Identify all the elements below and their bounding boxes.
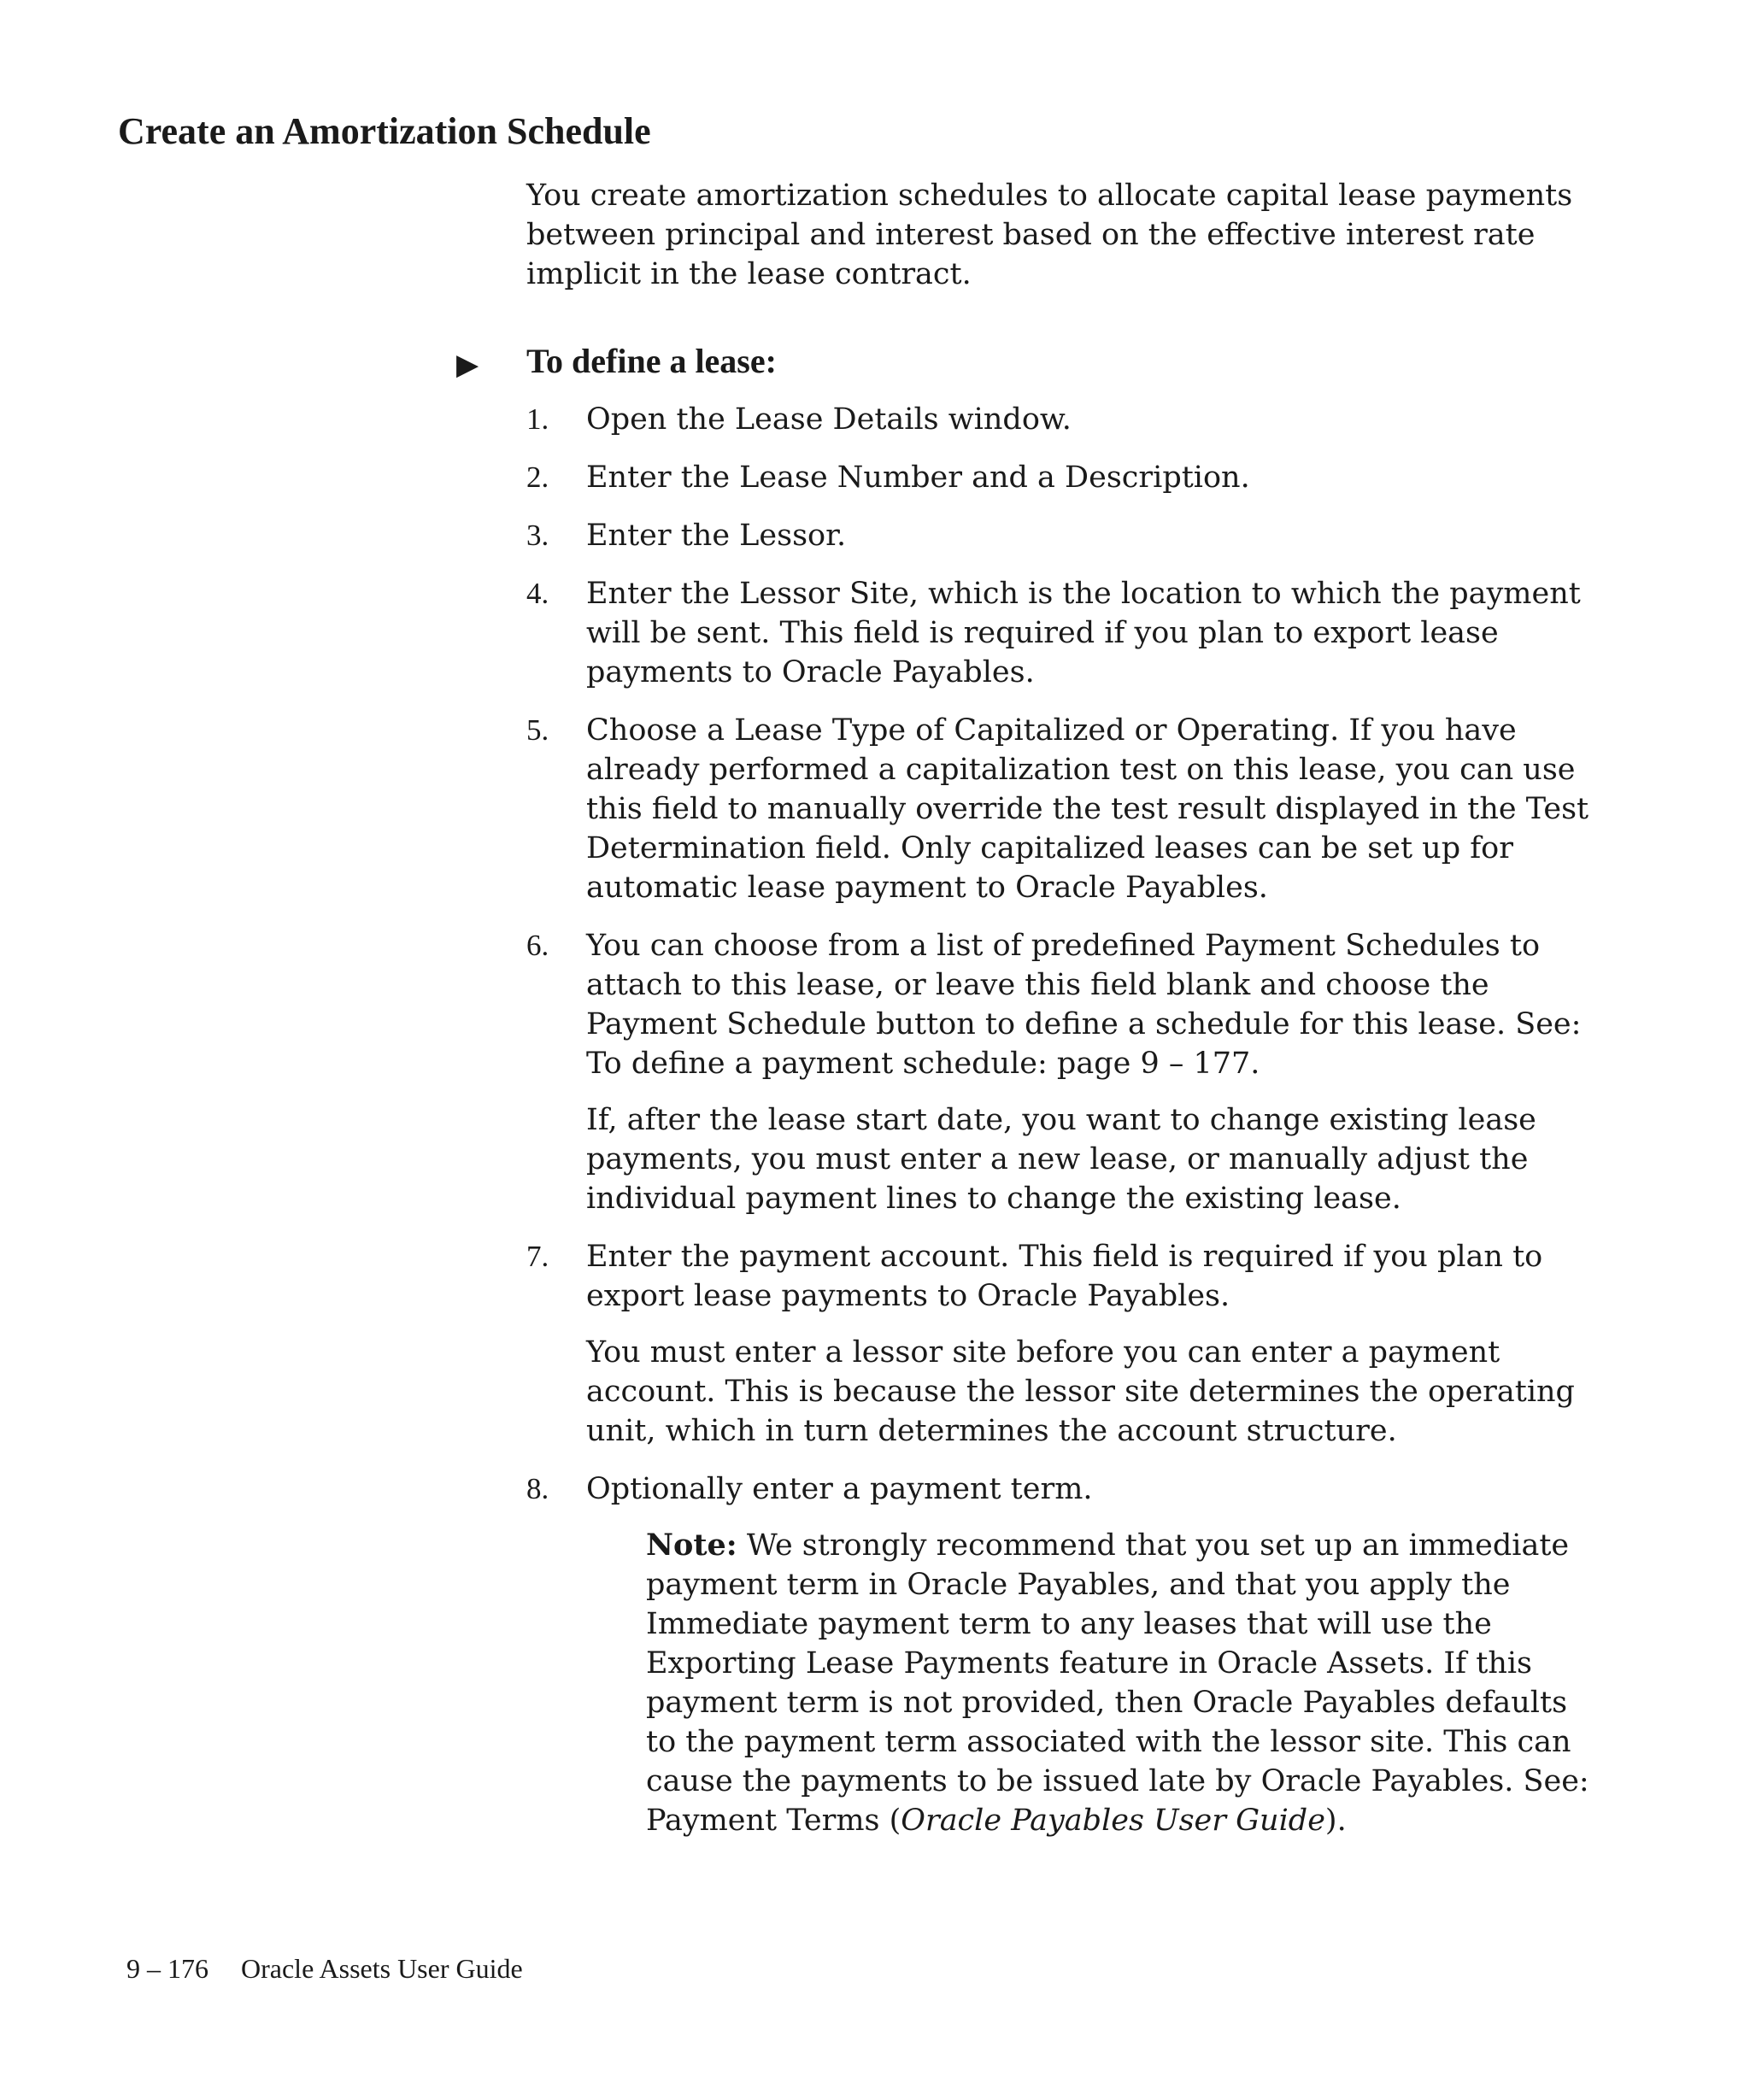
- step-text: You can choose from a list of predefined Payment Schedules to attach to this lease, or leave this field blank and choose the Payment Schedule button to define a schedule for this lease. See: To define a payment schedule: page 9 – 177.: [586, 929, 1582, 1081]
- step-number: 7.: [526, 1240, 549, 1273]
- step-text: Optionally enter a payment term.: [586, 1472, 1093, 1506]
- note-reference: Oracle Payables User Guide: [901, 1804, 1325, 1838]
- step-subtext: You must enter a lessor site before you can enter a payment account. This is because the lessor site determines the operating unit, which in turn determines the account structure.: [586, 1335, 1575, 1448]
- content-body: [456, 176, 1594, 1859]
- step-text: Enter the payment account. This field is required if you plan to export lease payments to Oracle Payables.: [586, 1240, 1543, 1313]
- step-text: Enter the Lease Number and a Description.: [586, 460, 1250, 495]
- step-subtext: If, after the lease start date, you want to change existing lease payments, you must enter a new lease, or manually adjust the individual payment lines to change the existing lease.: [586, 1103, 1536, 1216]
- note-block: [646, 1526, 1594, 1840]
- page-number: 9 – 176: [126, 1953, 208, 1984]
- step-number: 4.: [526, 577, 549, 610]
- step-number: 2.: [526, 460, 549, 494]
- procedure-title: To define a lease:: [526, 342, 777, 380]
- step-number: 1.: [526, 402, 549, 436]
- step-text: Open the Lease Details window.: [586, 402, 1072, 437]
- step-number: 3.: [526, 519, 549, 552]
- step-item: [526, 516, 1594, 555]
- step-text: Enter the Lessor.: [586, 519, 847, 553]
- procedure-heading: [456, 342, 1594, 390]
- step-number: 6.: [526, 929, 549, 962]
- step-text: Enter the Lessor Site, which is the location to which the payment will be sent. This field is required if you plan to export lease payments to Oracle Payables.: [586, 577, 1581, 689]
- step-number: 5.: [526, 713, 549, 747]
- step-text: Choose a Lease Type of Capitalized or Operating. If you have already performed a capitalization test on this lease, you can use this field to manually override the test result displayed in the Test Determination field. Only capitalized leases can be set up for automatic lease payment to Oracle Payables.: [586, 713, 1589, 905]
- triangle-right-icon: ▶: [456, 348, 479, 382]
- step-item: [526, 711, 1594, 907]
- step-item: [526, 400, 1594, 439]
- steps-list: [526, 400, 1594, 1840]
- intro-paragraph: You create amortization schedules to allocate capital lease payments between principal and interest based on the effective interest rate implicit in the lease contract.: [526, 179, 1573, 291]
- step-item: [526, 1469, 1594, 1840]
- page-footer: [126, 1951, 523, 1986]
- step-number: 8.: [526, 1472, 549, 1505]
- step-item: [526, 458, 1594, 497]
- step-item: [526, 926, 1594, 1218]
- note-text: We strongly recommend that you set up an immediate payment term in Oracle Payables, and that you apply the Immediate payment term to any leases that will use the Exporting Lease Payments feature in Oracle Assets. If this payment term is not provided, then Oracle Payables defaults to the payment term associated with the lessor site. This can cause the payments to be issued late by Oracle Payables. See: Payment Terms (: [646, 1528, 1589, 1838]
- note-label: Note:: [646, 1528, 737, 1563]
- book-title: Oracle Assets User Guide: [241, 1953, 523, 1984]
- step-item: [526, 1237, 1594, 1451]
- section-title: Create an Amortization Schedule: [118, 110, 651, 152]
- note-suffix: ).: [1324, 1804, 1347, 1838]
- step-item: [526, 574, 1594, 692]
